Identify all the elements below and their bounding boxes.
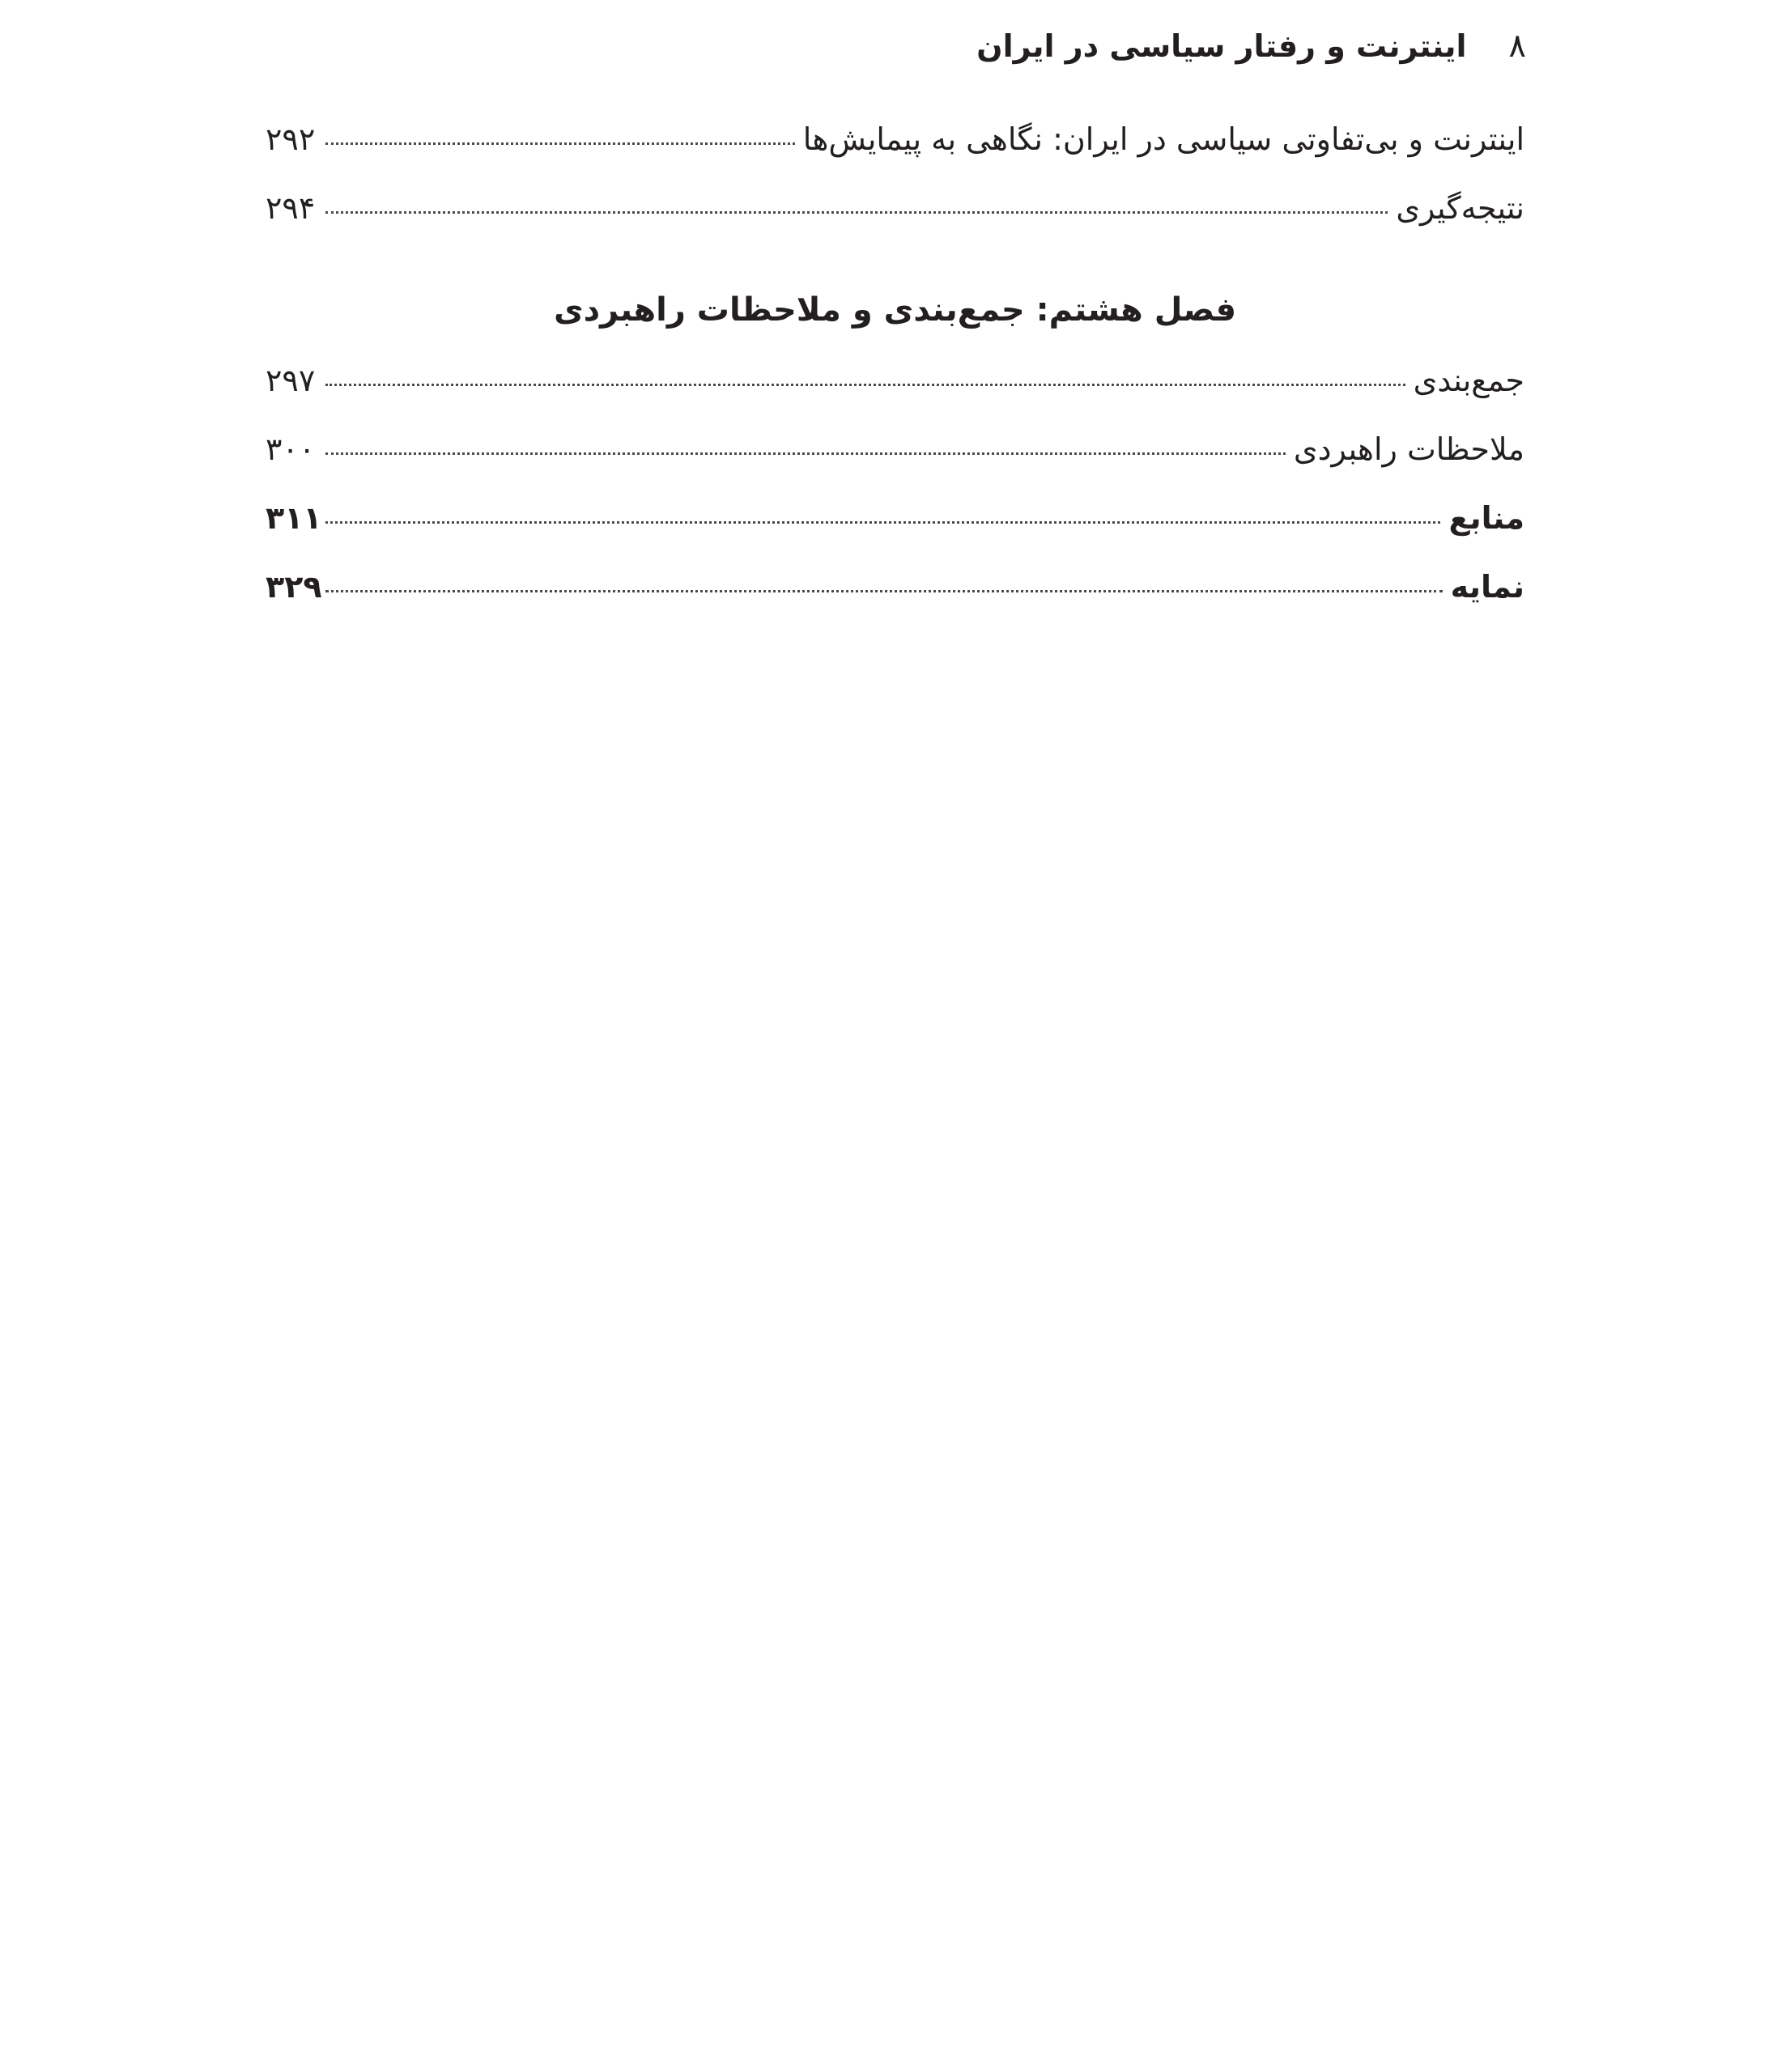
toc-entry[interactable] [266,431,1524,488]
dot-leader [325,211,1388,214]
toc-entry-page: ۳۲۹ [266,569,322,605]
toc-entry-title: اینترنت و بی‌تفاوتی سیاسی در ایران: نگاهی به پیمایش‌ها [802,121,1524,157]
book-title: اینترنت و رفتار سیاسی در ایران [976,28,1467,64]
toc-entry-title: ملاحظات راهبردی [1293,431,1524,467]
toc-entry[interactable] [266,190,1524,247]
toc-entry-page: ۲۹۴ [266,190,316,226]
toc-entry-page: ۲۹۷ [266,363,316,398]
toc-entry-title: نمایه [1450,569,1524,605]
toc-entry-title: منابع [1448,500,1524,536]
page-number: ۸ [1508,28,1526,65]
dot-leader [325,521,1440,524]
toc-entry-references[interactable] [266,500,1524,557]
toc-entry-title: نتیجه‌گیری [1396,190,1524,226]
toc-entry[interactable] [266,121,1524,178]
toc-entry[interactable] [266,363,1524,419]
toc-entry-index[interactable] [266,569,1524,626]
toc-entry-title: جمع‌بندی [1413,363,1524,398]
dot-leader [325,384,1405,386]
dot-leader [325,452,1286,455]
dot-leader [325,142,795,145]
dot-leader [325,590,1443,592]
toc-entry-page: ۳۱۱ [266,500,322,536]
chapter-heading: فصل هشتم: جمع‌بندی و ملاحظات راهبردی [553,291,1237,329]
toc-entry-page: ۲۹۲ [266,121,316,157]
running-header [716,18,1526,74]
toc-entry-page: ۳۰۰ [266,431,316,467]
